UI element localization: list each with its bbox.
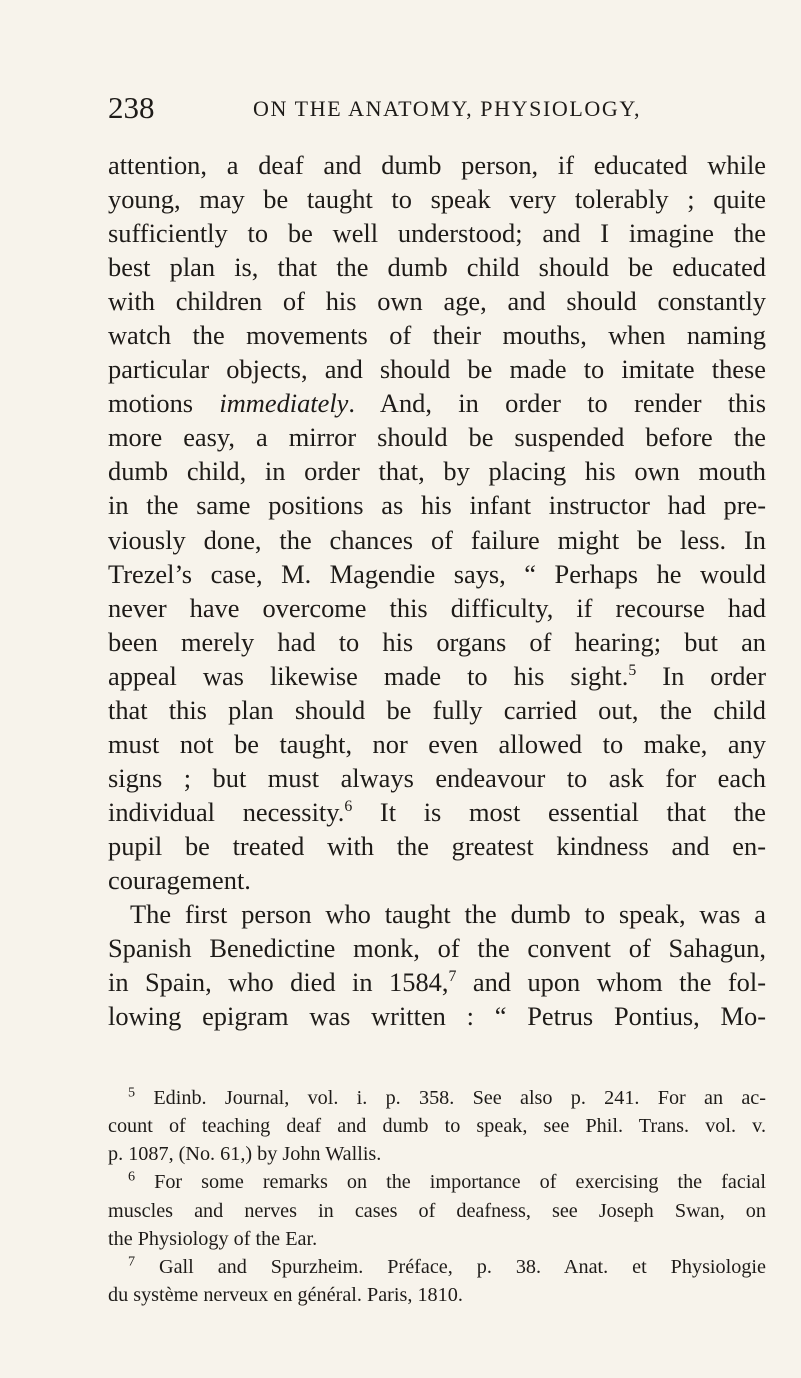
text-line: that this plan should be fully carried out, the child — [108, 694, 766, 725]
text-fragment: In order — [636, 660, 766, 691]
text-line: must not be taught, nor even allowed to make, any — [108, 728, 766, 759]
text-fragment: in Spain, who died in 1584, — [108, 967, 449, 998]
footnote-line: du système nerveux en général. Paris, 1810. — [108, 1283, 463, 1306]
page-header — [108, 91, 708, 125]
text-fragment: and upon whom the fol- — [456, 967, 766, 998]
text-line: best plan is, that the dumb child should be educated — [108, 252, 766, 283]
text-fragment: individual necessity. — [108, 796, 345, 827]
text-line — [108, 386, 766, 420]
text-line: The first person who taught the dumb to speak, was a — [130, 899, 766, 930]
text-fragment: appeal was likewise made to his sight. — [108, 660, 629, 691]
text-line: watch the movements of their mouths, when naming — [108, 320, 766, 351]
footnote-text: For some remarks on the importance of exercising the facial — [135, 1171, 766, 1194]
text-line: young, may be taught to speak very tolerably ; quite — [108, 184, 766, 215]
text-line: pupil be treated with the greatest kindness and en- — [108, 830, 766, 861]
text-line: attention, a deaf and dumb person, if educated while — [108, 150, 766, 180]
text-line: particular objects, and should be made to imitate these — [108, 354, 766, 385]
text-line: more easy, a mirror should be suspended before the — [108, 422, 766, 453]
text-line: dumb child, in order that, by placing his own mouth — [108, 456, 766, 487]
footnote-ref-5: 5 — [628, 661, 637, 679]
text-line: never have overcome this difficulty, if recourse had — [108, 592, 766, 623]
italic-emphasis: immediately — [219, 388, 349, 419]
text-line: with children of his own age, and should constantly — [108, 286, 766, 317]
text-fragment: It is most essential that the — [352, 796, 766, 827]
text-line — [108, 659, 766, 693]
running-head: ON THE ANATOMY, PHYSIOLOGY, — [253, 96, 642, 121]
text-line: signs ; but must always endeavour to ask for each — [108, 762, 766, 793]
text-line: lowing epigram was written : “ Petrus Pontius, Mo- — [108, 1001, 766, 1032]
text-fragment: motions — [108, 388, 220, 419]
page-number: 238 — [108, 90, 155, 125]
footnote-mark: 5 — [128, 1084, 136, 1101]
text-line: in the same positions as his infant instructor had pre- — [108, 490, 766, 521]
footnote-5 — [108, 1084, 766, 1112]
footnote-line: muscles and nerves in cases of deafness, see Joseph Swan, on — [108, 1199, 766, 1222]
footnote-line: p. 1087, (No. 61,) by John Wallis. — [108, 1143, 382, 1166]
footnote-6 — [108, 1168, 766, 1196]
text-line: sufficiently to be well understood; and I imagine the — [108, 218, 766, 249]
footnote-7 — [108, 1253, 766, 1281]
footnotes — [108, 1084, 766, 1309]
text-line: couragement. — [108, 864, 251, 895]
text-line: been merely had to his organs of hearing; but an — [108, 626, 766, 657]
text-line — [108, 965, 766, 999]
footnote-ref-7: 7 — [448, 968, 457, 986]
footnote-line: count of teaching deaf and dumb to speak, see Phil. Trans. vol. v. — [108, 1115, 766, 1138]
footnote-mark: 7 — [128, 1253, 136, 1270]
text-line: Trezel’s case, M. Magendie says, “ Perhaps he would — [108, 558, 766, 589]
footnote-text: Edinb. Journal, vol. i. p. 358. See also p. 241. For an ac- — [135, 1087, 766, 1109]
footnote-ref-6: 6 — [344, 798, 353, 816]
text-line: viously done, the chances of failure might be less. In — [108, 524, 766, 555]
text-line: Spanish Benedictine monk, of the convent of Sahagun, — [108, 933, 766, 964]
footnote-line: the Physiology of the Ear. — [108, 1227, 318, 1250]
body-text — [108, 148, 766, 1033]
text-line — [108, 795, 766, 829]
footnote-text: Gall and Spurzheim. Préface, p. 38. Anat. et Physiologie — [135, 1255, 766, 1278]
footnote-mark: 6 — [128, 1168, 136, 1185]
text-fragment: . And, in order to render this — [348, 388, 766, 419]
